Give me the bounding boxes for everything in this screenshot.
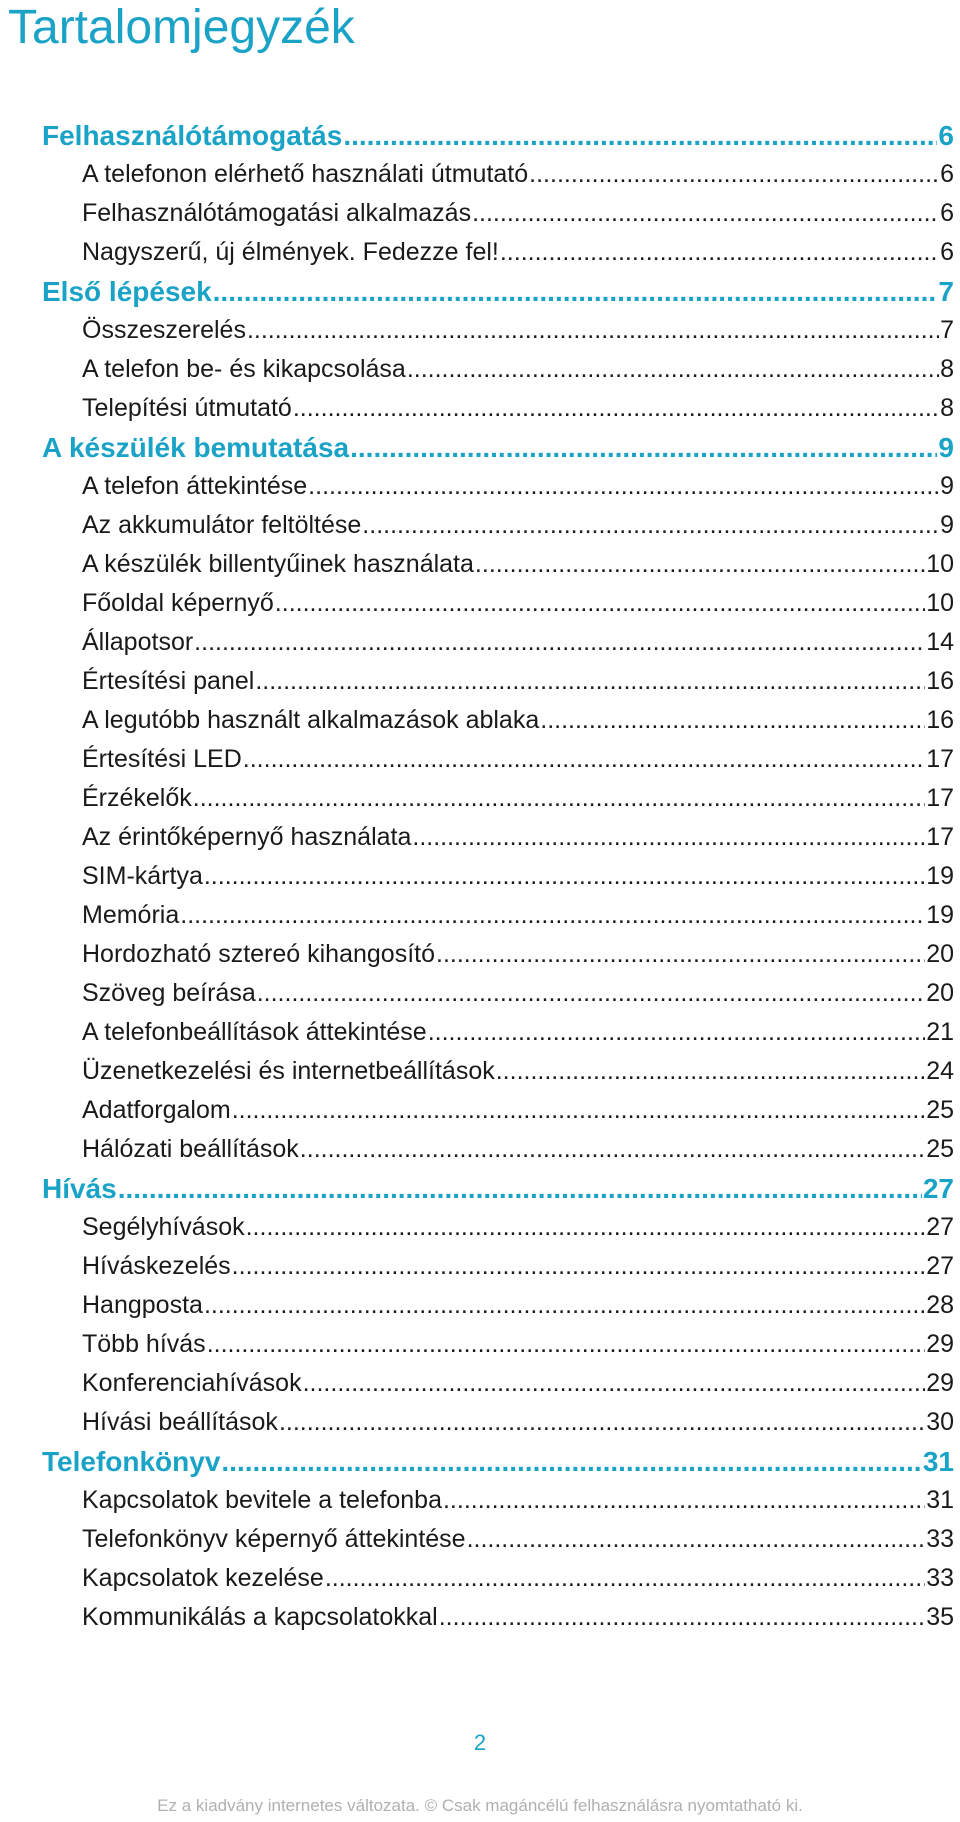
toc-entry[interactable] xyxy=(42,818,954,857)
toc-entry-page: 7 xyxy=(938,276,954,307)
toc-entry-page: 9 xyxy=(938,432,954,463)
toc-entry[interactable] xyxy=(42,623,954,662)
toc-entry[interactable] xyxy=(42,1247,954,1286)
toc-entry-page: 20 xyxy=(926,979,954,1007)
dot-leader xyxy=(428,1013,926,1052)
dot-leader xyxy=(247,311,939,350)
toc-entry-title: Hordozható sztereó kihangosító xyxy=(82,940,435,968)
toc-entry-title: A telefonbeállítások áttekintése xyxy=(82,1018,427,1046)
toc-entry[interactable] xyxy=(42,1091,954,1130)
dot-leader xyxy=(350,428,937,467)
toc-entry-page: 24 xyxy=(926,1057,954,1085)
dot-leader xyxy=(243,740,925,779)
toc-entry-page: 6 xyxy=(940,199,954,227)
dot-leader xyxy=(467,1520,926,1559)
toc-entry[interactable] xyxy=(42,311,954,350)
dot-leader xyxy=(325,1559,925,1598)
toc-entry-title: Értesítési LED xyxy=(82,745,242,773)
toc-entry-title: Felhasználótámogatási alkalmazás xyxy=(82,199,472,227)
toc-entry-title: A telefon be- és kikapcsolása xyxy=(82,355,406,383)
dot-leader xyxy=(232,1091,925,1130)
toc-entry[interactable] xyxy=(42,1130,954,1169)
toc-entry-title: Szöveg beírása xyxy=(82,979,256,1007)
toc-entry-title: Az akkumulátor feltöltése xyxy=(82,511,362,539)
toc-entry-page: 17 xyxy=(926,784,954,812)
toc-entry-title: Értesítési panel xyxy=(82,667,255,695)
toc-entry-page: 19 xyxy=(926,901,954,929)
toc-entry[interactable] xyxy=(42,194,954,233)
toc-entry-page: 31 xyxy=(922,1446,954,1477)
dot-leader xyxy=(412,818,925,857)
toc-entry-title: A készülék billentyűinek használata xyxy=(82,550,474,578)
toc-entry-page: 33 xyxy=(926,1525,954,1553)
dot-leader xyxy=(257,974,925,1013)
toc-entry[interactable] xyxy=(42,1013,954,1052)
dot-leader xyxy=(529,155,939,194)
toc-entry[interactable] xyxy=(42,662,954,701)
toc-entry-title: A telefon áttekintése xyxy=(82,472,308,500)
toc-entry-title: Több hívás xyxy=(82,1330,206,1358)
toc-entry-title: Adatforgalom xyxy=(82,1096,231,1124)
toc-entry-title: Nagyszerű, új élmények. Fedezze fel! xyxy=(82,238,499,266)
toc-entry[interactable] xyxy=(42,350,954,389)
toc-entry[interactable] xyxy=(42,935,954,974)
dot-leader xyxy=(475,545,925,584)
toc-entry-title: Összeszerelés xyxy=(82,316,246,344)
dot-leader xyxy=(308,467,939,506)
toc-entry-title: Állapotsor xyxy=(82,628,194,656)
toc-entry-page: 29 xyxy=(926,1330,954,1358)
toc-section-entry[interactable] xyxy=(42,1442,954,1481)
toc-entry-title: Az érintőképernyő használata xyxy=(82,823,412,851)
toc-entry[interactable] xyxy=(42,779,954,818)
toc-entry-title: Felhasználótámogatás xyxy=(42,120,343,151)
toc-entry-page: 19 xyxy=(926,862,954,890)
toc-entry[interactable] xyxy=(42,1325,954,1364)
dot-leader xyxy=(300,1130,925,1169)
dot-leader xyxy=(343,116,937,155)
dot-leader xyxy=(279,1403,925,1442)
dot-leader xyxy=(204,857,925,896)
toc-entry-page: 27 xyxy=(922,1173,954,1204)
toc-entry-page: 6 xyxy=(938,120,954,151)
toc-entry-page: 27 xyxy=(926,1213,954,1241)
toc-entry-page: 8 xyxy=(940,394,954,422)
toc-entry-page: 8 xyxy=(940,355,954,383)
toc-entry-title: Kapcsolatok kezelése xyxy=(82,1564,324,1592)
toc-entry-page: 16 xyxy=(926,706,954,734)
dot-leader xyxy=(207,1325,926,1364)
toc-entry[interactable] xyxy=(42,701,954,740)
dot-leader xyxy=(213,272,938,311)
toc-entry-title: Segélyhívások xyxy=(82,1213,245,1241)
toc-entry-title: Memória xyxy=(82,901,180,929)
dot-leader xyxy=(255,662,925,701)
page-number: 2 xyxy=(473,1730,487,1755)
toc-entry-page: 30 xyxy=(926,1408,954,1436)
dot-leader xyxy=(293,389,939,428)
toc-entry-page: 7 xyxy=(940,316,954,344)
toc-entry-title: Telepítési útmutató xyxy=(82,394,292,422)
toc-entry-page: 31 xyxy=(926,1486,954,1514)
dot-leader xyxy=(180,896,925,935)
toc-entry-title: Első lépések xyxy=(42,276,212,307)
toc-section-entry[interactable] xyxy=(42,272,954,311)
toc-entry-page: 29 xyxy=(926,1369,954,1397)
toc-entry-page: 6 xyxy=(940,238,954,266)
dot-leader xyxy=(232,1247,926,1286)
toc-entry-page: 27 xyxy=(926,1252,954,1280)
toc-entry[interactable] xyxy=(42,1481,954,1520)
toc-entry[interactable] xyxy=(42,1403,954,1442)
page-title: Tartalomjegyzék xyxy=(8,1,355,54)
footer-note: Ez a kiadvány internetes változata. © Csak magáncélú felhasználásra nyomtatható ki. xyxy=(157,1796,803,1815)
toc-entry[interactable] xyxy=(42,1286,954,1325)
toc-entry-title: Konferenciahívások xyxy=(82,1369,302,1397)
dot-leader xyxy=(443,1481,925,1520)
toc-entry-page: 16 xyxy=(926,667,954,695)
toc-entry-page: 25 xyxy=(926,1135,954,1163)
toc-entry-page: 35 xyxy=(926,1603,954,1631)
toc-entry-page: 33 xyxy=(926,1564,954,1592)
toc-entry-page: 6 xyxy=(940,160,954,188)
toc-entry-title: Főoldal képernyő xyxy=(82,589,274,617)
dot-leader xyxy=(194,623,925,662)
toc-entry-title: Hangposta xyxy=(82,1291,203,1319)
toc-entry-page: 10 xyxy=(926,550,954,578)
toc-entry-title: A telefonon elérhető használati útmutató xyxy=(82,160,529,188)
dot-leader xyxy=(439,1598,925,1637)
toc-entry-title: Híváskezelés xyxy=(82,1252,231,1280)
dot-leader xyxy=(118,1169,922,1208)
dot-leader xyxy=(246,1208,926,1247)
toc-entry[interactable] xyxy=(42,1052,954,1091)
toc-entry-title: Érzékelők xyxy=(82,784,192,812)
toc-entry-page: 28 xyxy=(926,1291,954,1319)
toc-entry[interactable] xyxy=(42,506,954,545)
toc-entry[interactable] xyxy=(42,1520,954,1559)
dot-leader xyxy=(496,1052,925,1091)
dot-leader xyxy=(362,506,939,545)
toc-entry[interactable] xyxy=(42,740,954,779)
toc-entry-title: Hívás xyxy=(42,1173,117,1204)
toc-section-entry[interactable] xyxy=(42,428,954,467)
toc-entry-title: A készülék bemutatása xyxy=(42,432,350,463)
dot-leader xyxy=(275,584,925,623)
toc-entry-title: SIM-kártya xyxy=(82,862,203,890)
toc-section-entry[interactable] xyxy=(42,1169,954,1208)
toc-entry[interactable] xyxy=(42,389,954,428)
toc-entry-title: Kommunikálás a kapcsolatokkal xyxy=(82,1603,438,1631)
toc-entry-title: Hívási beállítások xyxy=(82,1408,278,1436)
dot-leader xyxy=(500,233,939,272)
toc-entry-page: 17 xyxy=(926,823,954,851)
toc-entry-page: 9 xyxy=(940,511,954,539)
toc-entry[interactable] xyxy=(42,545,954,584)
toc-entry[interactable] xyxy=(42,155,954,194)
toc-entry-page: 17 xyxy=(926,745,954,773)
toc-entry[interactable] xyxy=(42,974,954,1013)
dot-leader xyxy=(193,779,925,818)
toc-entry[interactable] xyxy=(42,1598,954,1637)
toc-entry-page: 9 xyxy=(940,472,954,500)
toc-entry-page: 25 xyxy=(926,1096,954,1124)
toc-entry[interactable] xyxy=(42,1364,954,1403)
dot-leader xyxy=(540,701,925,740)
toc-entry-title: Hálózati beállítások xyxy=(82,1135,299,1163)
dot-leader xyxy=(472,194,939,233)
toc-entry[interactable] xyxy=(42,1559,954,1598)
toc-entry-title: Telefonkönyv képernyő áttekintése xyxy=(82,1525,466,1553)
toc-entry[interactable] xyxy=(42,896,954,935)
toc-section-entry[interactable] xyxy=(42,116,954,155)
toc-entry[interactable] xyxy=(42,1208,954,1247)
dot-leader xyxy=(221,1442,921,1481)
toc-entry-title: Üzenetkezelési és internetbeállítások xyxy=(82,1057,495,1085)
table-of-contents xyxy=(42,116,954,1637)
toc-entry-page: 20 xyxy=(926,940,954,968)
dot-leader xyxy=(436,935,925,974)
toc-entry-page: 14 xyxy=(926,628,954,656)
toc-entry-page: 10 xyxy=(926,589,954,617)
dot-leader xyxy=(303,1364,926,1403)
toc-entry[interactable] xyxy=(42,857,954,896)
toc-entry[interactable] xyxy=(42,467,954,506)
toc-entry[interactable] xyxy=(42,233,954,272)
toc-entry[interactable] xyxy=(42,584,954,623)
toc-entry-title: Kapcsolatok bevitele a telefonba xyxy=(82,1486,442,1514)
toc-entry-page: 21 xyxy=(926,1018,954,1046)
toc-entry-title: A legutóbb használt alkalmazások ablaka xyxy=(82,706,540,734)
dot-leader xyxy=(407,350,939,389)
toc-entry-title: Telefonkönyv xyxy=(42,1446,221,1477)
dot-leader xyxy=(204,1286,925,1325)
